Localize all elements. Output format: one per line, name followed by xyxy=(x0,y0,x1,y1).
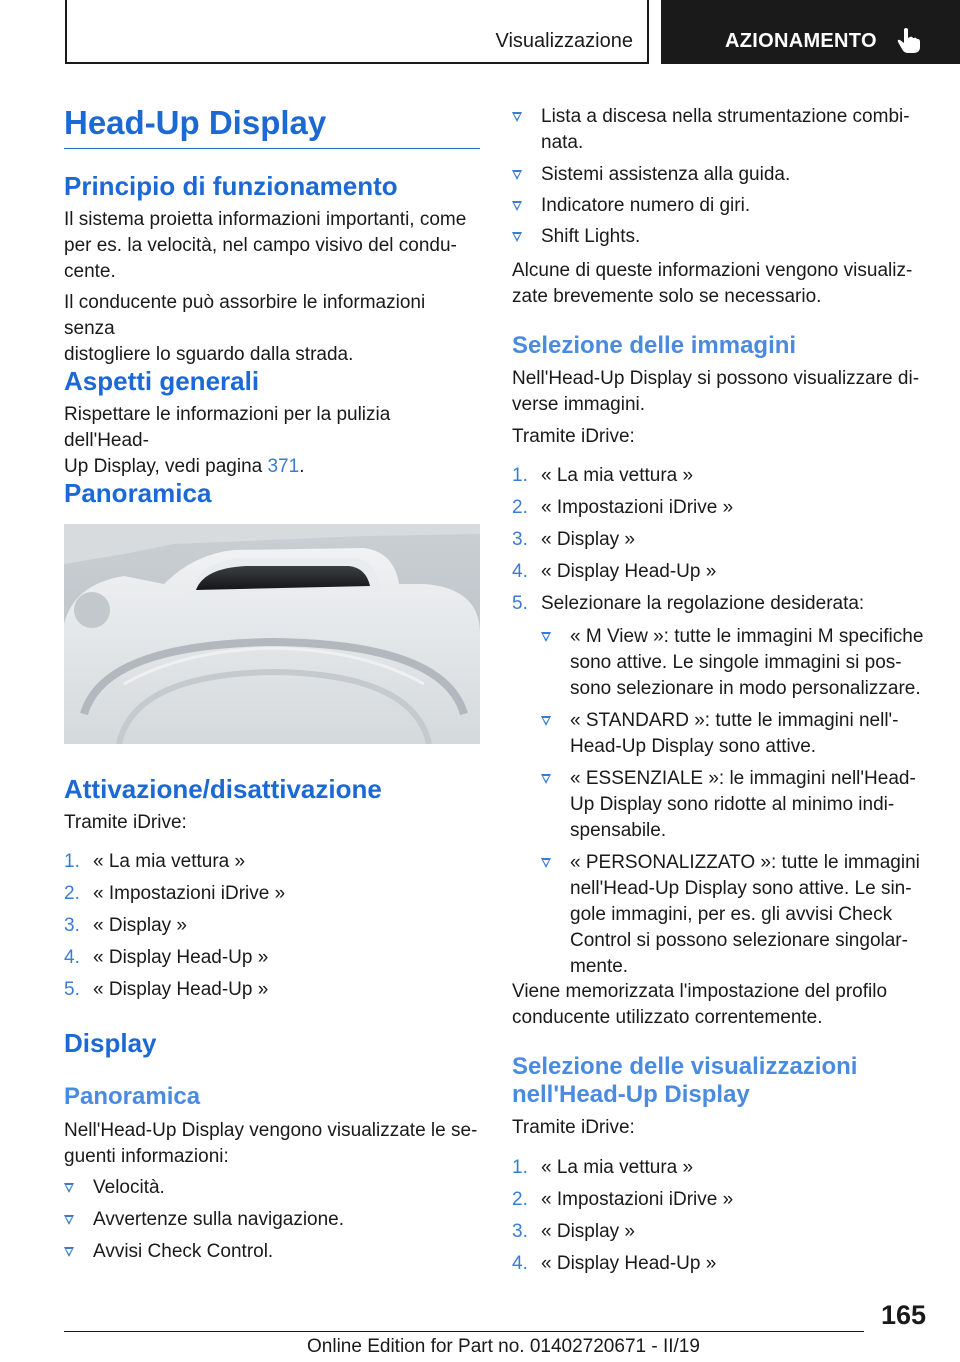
list-item: Avvertenze sulla navigazione. xyxy=(64,1207,480,1239)
section-title: Visualizzazione xyxy=(495,30,633,52)
section-tab xyxy=(65,0,649,64)
bullet-icon xyxy=(64,1183,74,1193)
list-item: Shift Lights. xyxy=(512,224,928,255)
general-paragraph: Rispettare le informazioni per la pulizia dell'Head- Up Display, vedi pagina 371. xyxy=(64,404,391,477)
chapter-tab xyxy=(661,0,960,64)
heading-view-selection: Selezione delle visualizzazioni nell'Head-Up Display xyxy=(512,1053,858,1108)
display-bullets xyxy=(64,1175,480,1271)
list-item: « STANDARD »: tutte le immagini nell'- Head-Up Display sono attive. xyxy=(541,708,928,766)
activation-intro: Tramite iDrive: xyxy=(64,812,187,833)
images-steps xyxy=(512,463,928,623)
list-item: Sistemi assistenza alla guida. xyxy=(512,162,928,193)
image-options xyxy=(541,624,928,984)
edition-footer: Online Edition for Part no. 01402720671 - II/19 xyxy=(307,1336,700,1357)
bullet-icon xyxy=(541,632,551,642)
views-via: Tramite iDrive: xyxy=(512,1117,635,1138)
profile-note: Viene memorizzata l'impostazione del profilo conducente utilizzato correntemente. xyxy=(512,981,888,1028)
list-item: 4. « Display Head-Up » xyxy=(512,561,717,582)
page-number: 165 xyxy=(880,1300,926,1330)
head-up-display-photo xyxy=(64,524,480,744)
principle-paragraph-2: Il conducente può assorbire le informazioni senza distogliere lo sguardo dalla strada. xyxy=(64,292,426,365)
footer-rule xyxy=(64,1331,864,1332)
list-item: 3. « Display » xyxy=(64,915,187,936)
heading-principle: Principio di funzionamento xyxy=(64,171,398,201)
info-note: Alcune di queste informazioni vengono visualiz- zate brevemente solo se necessario. xyxy=(512,260,913,307)
views-steps xyxy=(512,1155,928,1283)
list-item: Velocità. xyxy=(64,1175,480,1207)
list-item: 1. « La mia vettura » xyxy=(64,851,246,872)
heading-display: Display xyxy=(64,1028,157,1058)
bullet-icon xyxy=(64,1215,74,1225)
list-item: Indicatore numero di giri. xyxy=(512,193,928,224)
heading-general: Aspetti generali xyxy=(64,366,260,396)
bullet-icon xyxy=(541,774,551,784)
subheading-display-overview: Panoramica xyxy=(64,1083,201,1110)
bullet-icon xyxy=(512,112,522,122)
bullet-icon xyxy=(64,1247,74,1257)
activation-steps xyxy=(64,849,480,1009)
page-title: Head-Up Display xyxy=(64,104,327,141)
bullet-icon xyxy=(512,170,522,180)
bullet-icon xyxy=(512,201,522,211)
list-item: 2. « Impostazioni iDrive » xyxy=(512,497,734,518)
display-intro: Nell'Head-Up Display vengono visualizzate le se- guenti informazioni: xyxy=(64,1120,478,1167)
hand-pointer-icon xyxy=(895,26,923,54)
list-item: 1. « La mia vettura » xyxy=(512,465,694,486)
bullet-icon xyxy=(541,858,551,868)
heading-overview: Panoramica xyxy=(64,478,212,508)
list-item: 5. Selezionare la regolazione desiderata: xyxy=(512,593,865,614)
chapter-title: AZIONAMENTO xyxy=(725,30,877,52)
bullet-icon xyxy=(541,716,551,726)
list-item: 4. « Display Head-Up » xyxy=(512,1253,717,1274)
principle-paragraph-1: Il sistema proietta informazioni importanti, come per es. la velocità, nel campo visivo del condu- cente. xyxy=(64,209,467,282)
list-item: 1. « La mia vettura » xyxy=(512,1157,694,1178)
list-item: 3. « Display » xyxy=(512,1221,635,1242)
bullet-icon xyxy=(512,232,522,242)
heading-activation: Attivazione/disattivazione xyxy=(64,774,382,804)
list-item: 5. « Display Head-Up » xyxy=(64,979,269,1000)
images-intro: Nell'Head-Up Display si possono visualizzare di- verse immagini. xyxy=(512,368,920,415)
list-item: 2. « Impostazioni iDrive » xyxy=(64,883,286,904)
list-item: « ESSENZIALE »: le immagini nell'Head- Up Display sono ridotte al minimo indi- spensabile. xyxy=(541,766,928,850)
list-item: « M View »: tutte le immagini M specifiche sono attive. Le singole immagini si pos- sono selezionare in modo personalizzare. xyxy=(541,624,928,708)
info-bullets xyxy=(512,104,928,255)
list-item: 3. « Display » xyxy=(512,529,635,550)
list-item: Lista a discesa nella strumentazione combi- nata. xyxy=(512,104,928,162)
list-item: 2. « Impostazioni iDrive » xyxy=(512,1189,734,1210)
list-item: 4. « Display Head-Up » xyxy=(64,947,269,968)
heading-image-selection: Selezione delle immagini xyxy=(512,332,797,359)
list-item: « PERSONALIZZATO »: tutte le immagini nell'Head-Up Display sono attive. Le sin- gole immagini, per es. gli avvisi Check Control si possono selezionare singolar- mente. xyxy=(541,850,928,984)
page-link[interactable]: 371 xyxy=(267,456,300,477)
images-via: Tramite iDrive: xyxy=(512,426,635,447)
title-rule xyxy=(64,148,480,149)
list-item: Avvisi Check Control. xyxy=(64,1239,480,1271)
